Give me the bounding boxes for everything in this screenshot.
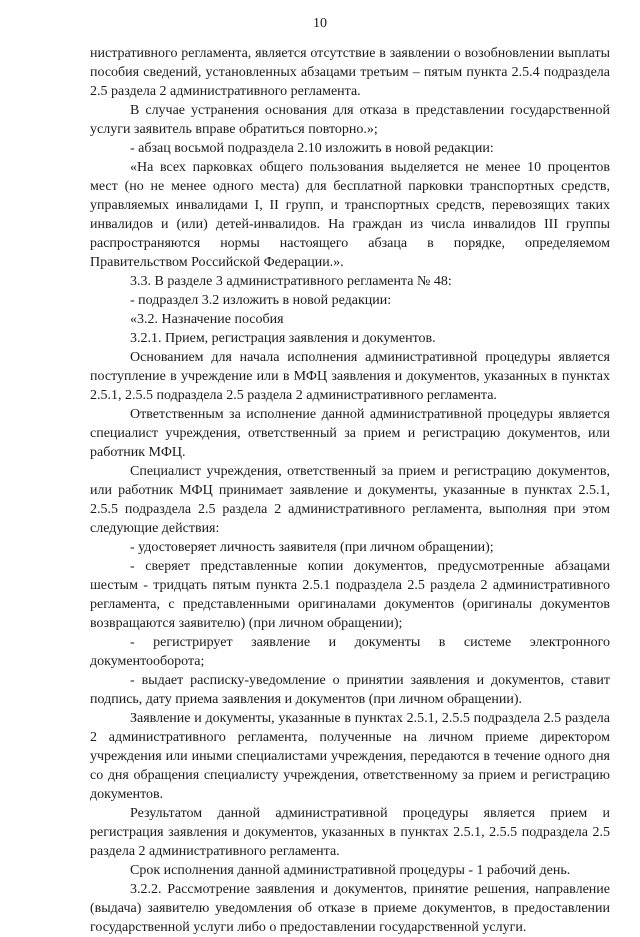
paragraph: Ответственным за исполнение данной административной процедуры является специалист учреждения, ответственный за прием и регистрацию документов, или работник МФЦ. [90, 407, 610, 460]
paragraph: «На всех парковках общего пользования выделяется не менее 10 процентов мест (но не менее одного места) для бесплатной парковки транспортных средств, управляемых инвалидами I, II групп, и транспортных средств, перевозящих таких инвалидов и (или) детей-инвалидов. На граждан из числа инвалидов III группы распространяются нормы настоящего абзаца в порядке, определяемом Правительством Российской Федерации.». [90, 160, 610, 270]
paragraph: 3.2.2. Рассмотрение заявления и документов, принятие решения, направление (выдача) заявителю уведомления об отказе в приеме документов, в предоставлении государственной услуги либо о предоставлении государственной услуги. [90, 882, 610, 935]
paragraph: - абзац восьмой подраздела 2.10 изложить в новой редакции: [130, 141, 494, 156]
paragraph: Заявление и документы, указанные в пунктах 2.5.1, 2.5.5 подраздела 2.5 раздела 2 административного регламента, полученные на личном приеме директором учреждения или иными специалистами учреждения, передаются в течение одного дня со дня обращения специалисту учреждения, ответственному за прием и регистрацию документов. [90, 711, 610, 802]
paragraph: нистративного регламента, является отсутствие в заявлении о возобновлении выплаты пособия сведений, установленных абзацами третьим – пятым пункта 2.5.4 подраздела 2.5 раздела 2 административного регламента. [90, 46, 610, 99]
page-number: 10 [313, 16, 327, 31]
document-body [90, 44, 610, 937]
paragraph: «3.2. Назначение пособия [130, 312, 284, 327]
paragraph: - выдает расписку-уведомление о принятии заявления и документов, ставит подпись, дату приема заявления и документов (при личном обращении). [90, 673, 610, 707]
paragraph: 3.3. В разделе 3 административного регламента № 48: [130, 274, 452, 289]
paragraph: - подраздел 3.2 изложить в новой редакции: [130, 293, 392, 308]
paragraph: - регистрирует заявление и документы в системе электронного документооборота; [90, 635, 610, 669]
paragraph: - удостоверяет личность заявителя (при личном обращении); [130, 540, 494, 555]
paragraph: Срок исполнения данной административной процедуры - 1 рабочий день. [130, 863, 571, 878]
paragraph: Специалист учреждения, ответственный за прием и регистрацию документов, или работник МФЦ принимает заявление и документы, указанные в пунктах 2.5.1, 2.5.5 подраздела 2.5 раздела 2 административного регламента, выполняя при этом следующие действия: [90, 464, 610, 536]
paragraph: - сверяет представленные копии документов, предусмотренные абзацами шестым - тридцать пятым пункта 2.5.1 подраздела 2.5 раздела 2 административного регламента, с представленными оригиналами документов (оригиналы документов возвращаются заявителю) (при личном обращении); [90, 559, 610, 631]
paragraph: 3.2.1. Прием, регистрация заявления и документов. [130, 331, 436, 346]
paragraph: В случае устранения основания для отказа в представлении государственной услуги заявитель вправе обратиться повторно.»; [90, 103, 610, 137]
paragraph: Основанием для начала исполнения административной процедуры является поступление в учреждение или в МФЦ заявления и документов, указанных в пунктах 2.5.1, 2.5.5 подраздела 2.5 раздела 2 административного регламента. [90, 350, 610, 403]
paragraph: Результатом данной административной процедуры является прием и регистрация заявления и документов, указанных в пунктах 2.5.1, 2.5.5 подраздела 2.5 раздела 2 административного регламента. [90, 806, 610, 859]
